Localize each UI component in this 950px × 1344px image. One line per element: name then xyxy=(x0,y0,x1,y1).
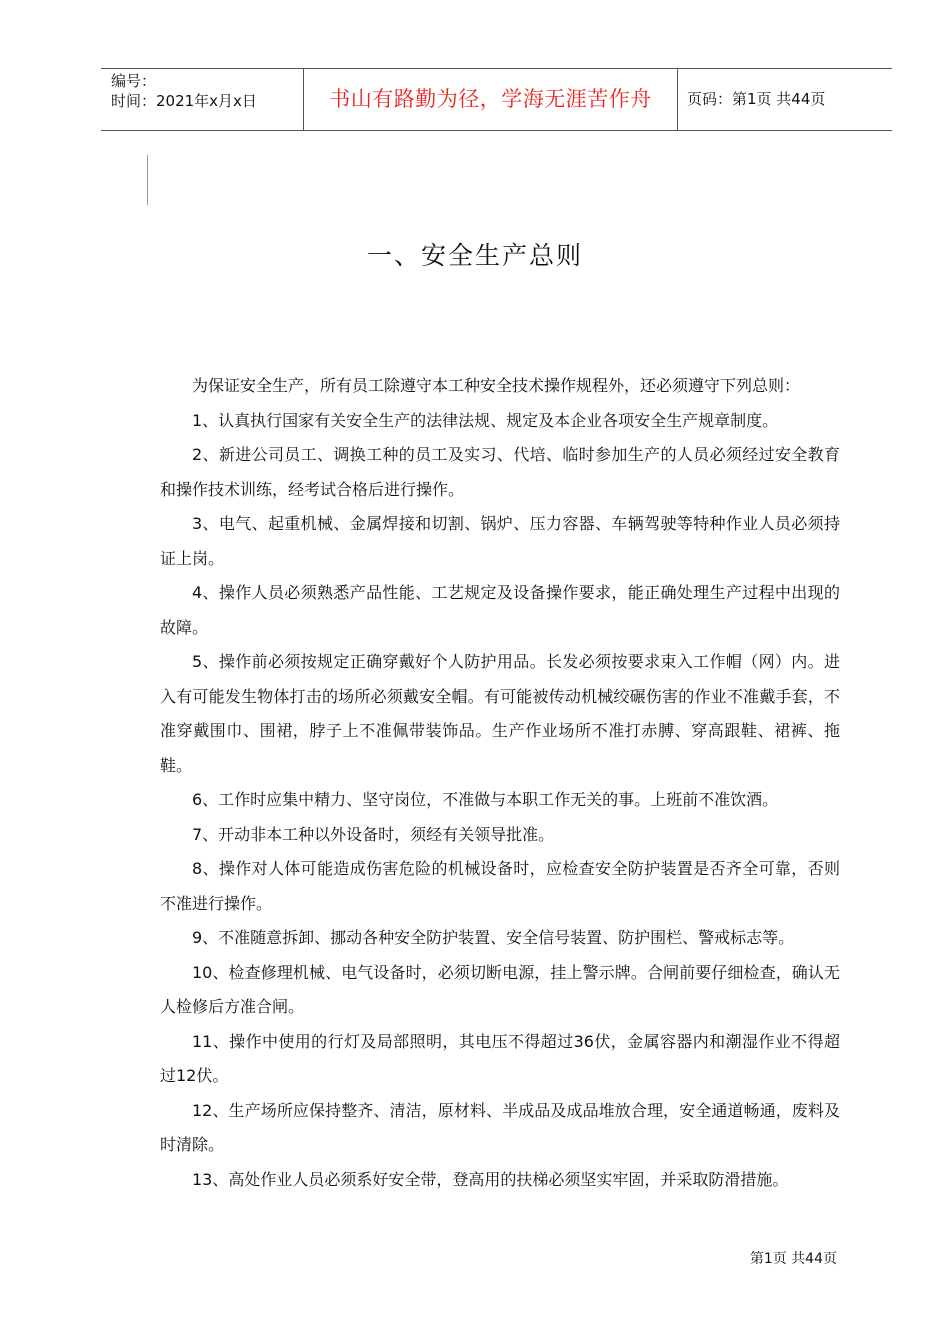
header-motto: 书山有路勤为径，学海无涯苦作舟 xyxy=(329,87,652,111)
rule-paragraph-1: 1、认真执行国家有关安全生产的法律法规、规定及本企业各项安全生产规章制度。 xyxy=(192,410,779,430)
header-page-code: 页码：第1页 共44页 xyxy=(687,90,826,108)
margin-mark xyxy=(147,155,148,205)
rule-paragraph-4: 4、操作人员必须熟悉产品性能、工艺规定及设备操作要求，能正确处理生产过程中出现的故障。 xyxy=(160,583,840,637)
time-label: 时间：2021年x月x日 xyxy=(111,92,257,110)
page-footer: 第1页 共44页 xyxy=(749,1251,837,1267)
serial-number-label: 编号： xyxy=(111,72,157,90)
rule-paragraph-13: 13、高处作业人员必须系好安全带，登高用的扶梯必须坚实牢固，并采取防滑措施。 xyxy=(192,1169,789,1189)
rule-paragraph-11: 11、操作中使用的行灯及局部照明，其电压不得超过36伏，金属容器内和潮湿作业不得超过12伏。 xyxy=(160,1031,840,1085)
header-divider-right xyxy=(677,69,678,130)
document-body xyxy=(160,369,840,1197)
rule-paragraph-6: 6、工作时应集中精力、坚守岗位，不准做与本职工作无关的事。上班前不准饮酒。 xyxy=(192,790,779,809)
rule-paragraph-12: 12、生产场所应保持整齐、清洁，原材料、半成品及成品堆放合理，安全通道畅通，废料及时清除。 xyxy=(160,1100,840,1154)
header-meta xyxy=(111,71,257,111)
intro-paragraph: 为保证安全生产，所有员工除遵守本工种安全技术操作规程外，还必须遵守下列总则： xyxy=(192,376,801,395)
rule-paragraph-5: 5、操作前必须按规定正确穿戴好个人防护用品。长发必须按要求束入工作帽（网）内。进入有可能发生物体打击的场所必须戴安全帽。有可能被传动机械绞碾伤害的作业不准戴手套，不准穿戴围巾、围裙，脖子上不准佩带装饰品。生产作业场所不准打赤膊、穿高跟鞋、裙裤、拖鞋。 xyxy=(160,652,840,775)
rule-paragraph-8: 8、操作对人体可能造成伤害危险的机械设备时，应检查安全防护装置是否齐全可靠，否则不准进行操作。 xyxy=(160,859,840,913)
rule-paragraph-2: 2、新进公司员工、调换工种的员工及实习、代培、临时参加生产的人员必须经过安全教育和操作技术训练，经考试合格后进行操作。 xyxy=(160,445,840,499)
rule-paragraph-3: 3、电气、起重机械、金属焊接和切割、锅炉、压力容器、车辆驾驶等特种作业人员必须持证上岗。 xyxy=(160,514,840,568)
page-header xyxy=(101,68,892,131)
rule-paragraph-10: 10、检查修理机械、电气设备时，必须切断电源，挂上警示牌。合闸前要仔细检查，确认无人检修后方准合闸。 xyxy=(160,962,840,1016)
section-title: 一、安全生产总则 xyxy=(366,241,583,270)
rule-paragraph-7: 7、开动非本工种以外设备时，须经有关领导批准。 xyxy=(192,824,555,844)
rule-paragraph-9: 9、不准随意拆卸、挪动各种安全防护装置、安全信号装置、防护围栏、警戒标志等。 xyxy=(192,928,795,947)
